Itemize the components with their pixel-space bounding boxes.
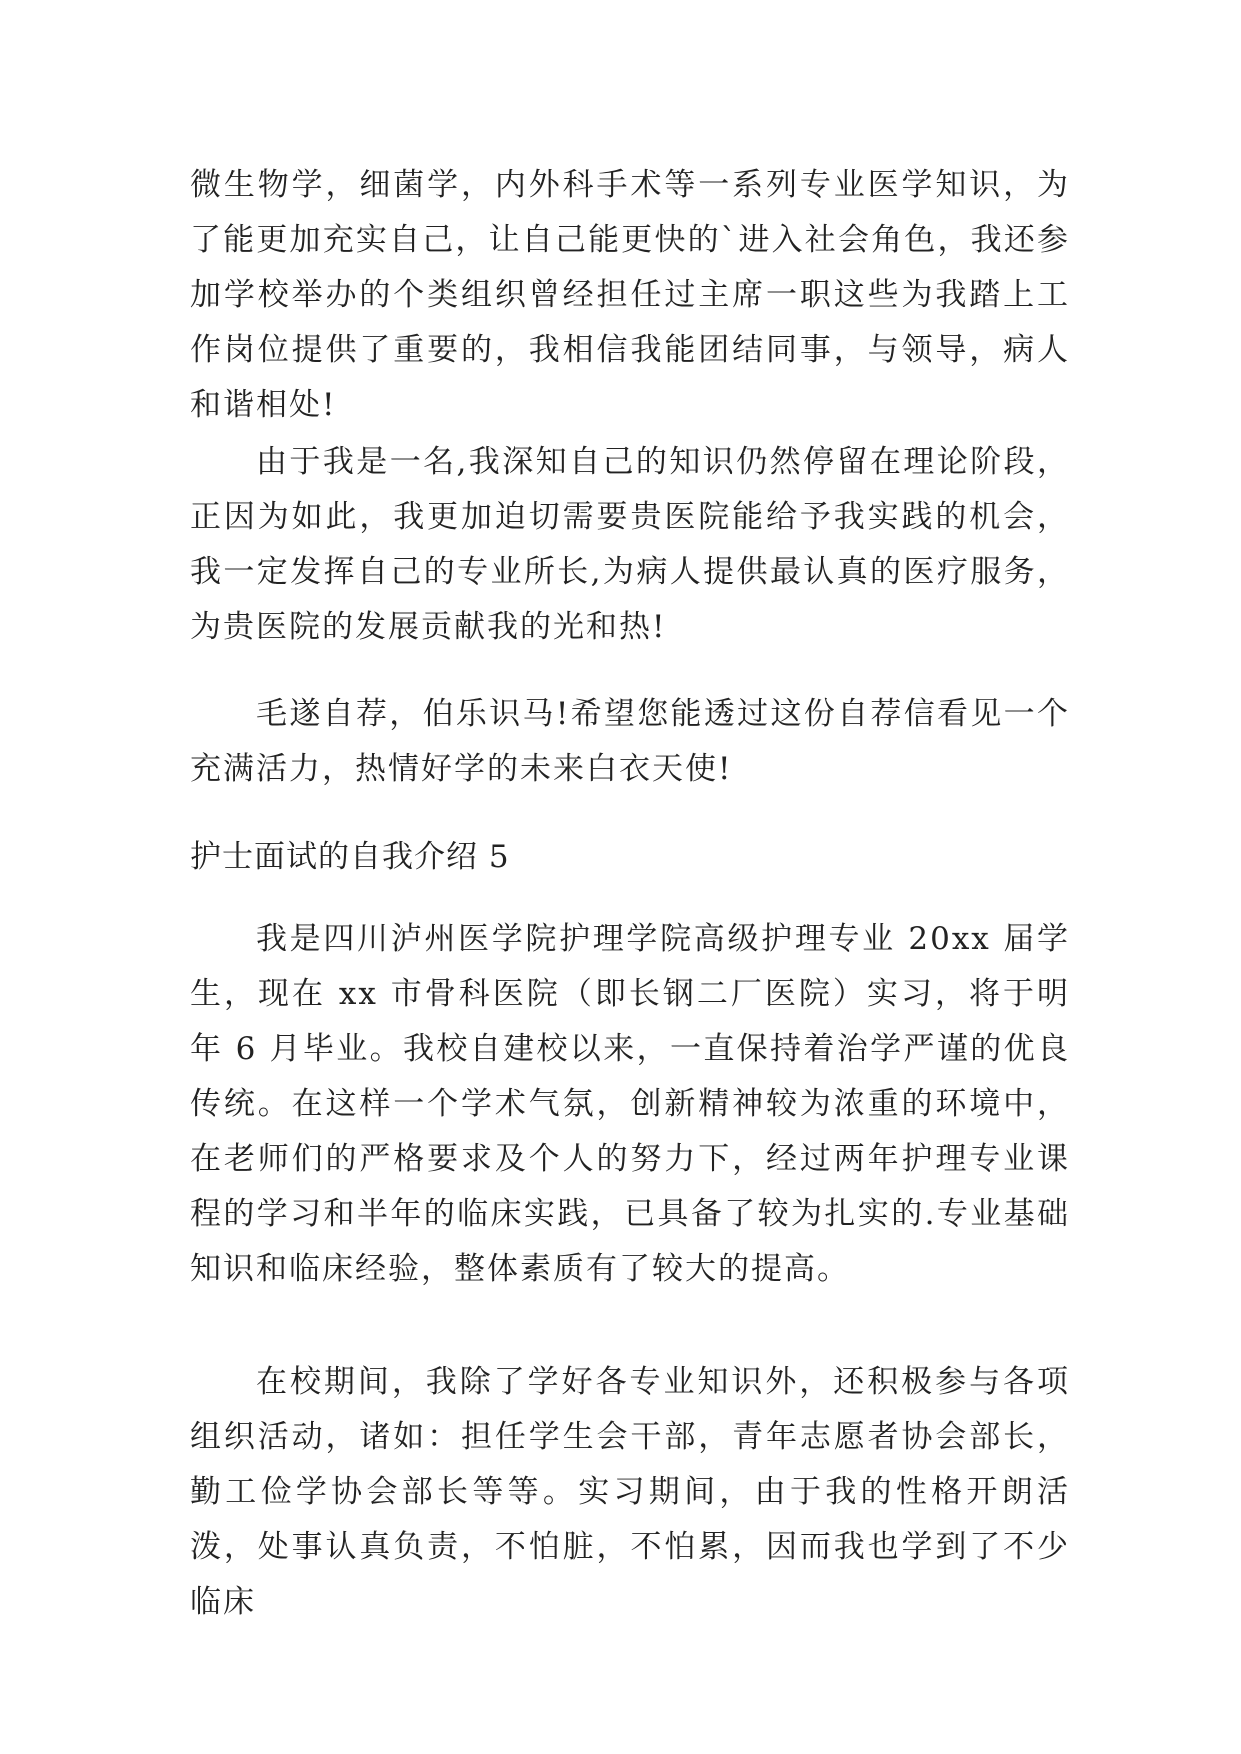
paragraph-introduction: 我是四川泸州医学院护理学院高级护理专业 20xx 届学生，现在 xx 市骨科医院（即长钢二厂医院）实习，将于明年 6 月毕业。我校自建校以来，一直保持着治学严谨的优良传统。在这样一个学术气氛，创新精神较为浓重的环境中，在老师们的严格要求及个人的努力下，经过两年护理专业课程的学习和半年的临床实践，已具备了较为扎实的.专业基础知识和临床经验，整体素质有了较大的提高。 <box>190 921 1070 1287</box>
paragraph-closing: 毛遂自荐，伯乐识马!希望您能透过这份自荐信看见一个充满活力，热情好学的未来白衣天使! <box>190 696 1070 787</box>
paragraph-activities: 在校期间，我除了学好各专业知识外，还积极参与各项组织活动，诸如：担任学生会干部，青年志愿者协会部长，勤工俭学协会部长等等。实习期间，由于我的性格开朗活泼，处事认真负责，不怕脏，不怕累，因而我也学到了不少临床 <box>190 1364 1070 1620</box>
paragraph-knowledge: 由于我是一名,我深知自己的知识仍然停留在理论阶段，正因为如此，我更加迫切需要贵医院能给予我实践的机会，我一定发挥自己的专业所长,为病人提供最认真的医疗服务，为贵医院的发展贡献我的光和热! <box>190 444 1070 645</box>
section-heading: 护士面试的自我介绍 5 <box>190 839 510 875</box>
paragraph-continuation: 微生物学，细菌学，内外科手术等一系列专业医学知识，为了能更加充实自己，让自己能更快的`进入社会角色，我还参加学校举办的个类组织曾经担任过主席一职这些为我踏上工作岗位提供了重要的，我相信我能团结同事，与领导，病人和谐相处! <box>190 167 1070 423</box>
